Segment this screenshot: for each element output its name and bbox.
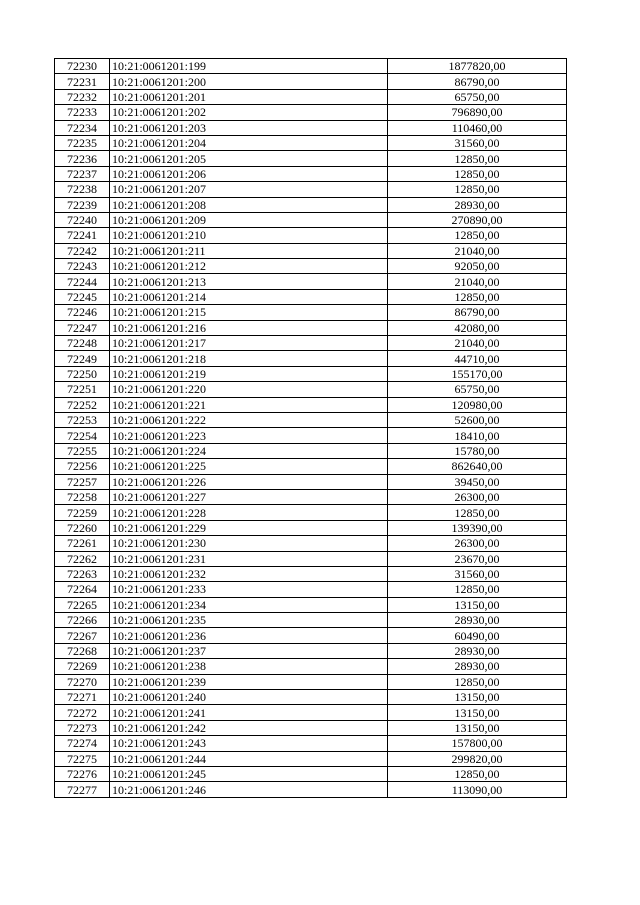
value-cell: 139390,00 xyxy=(388,520,567,535)
row-number-cell: 72277 xyxy=(55,782,110,797)
table-row xyxy=(55,212,567,227)
cadastral-number-cell: 10:21:0061201:235 xyxy=(110,613,388,628)
value-cell: 18410,00 xyxy=(388,428,567,443)
row-number-cell: 72276 xyxy=(55,766,110,781)
row-number-cell: 72270 xyxy=(55,674,110,689)
cadastral-number-cell: 10:21:0061201:200 xyxy=(110,74,388,89)
value-cell: 28930,00 xyxy=(388,613,567,628)
row-number-cell: 72239 xyxy=(55,197,110,212)
value-cell: 92050,00 xyxy=(388,259,567,274)
cadastral-number-cell: 10:21:0061201:215 xyxy=(110,305,388,320)
cadastral-number-cell: 10:21:0061201:242 xyxy=(110,720,388,735)
value-cell: 110460,00 xyxy=(388,120,567,135)
cadastral-number-cell: 10:21:0061201:244 xyxy=(110,751,388,766)
cadastral-number-cell: 10:21:0061201:201 xyxy=(110,89,388,104)
cadastral-number-cell: 10:21:0061201:206 xyxy=(110,166,388,181)
cadastral-number-cell: 10:21:0061201:226 xyxy=(110,474,388,489)
row-number-cell: 72269 xyxy=(55,659,110,674)
value-cell: 60490,00 xyxy=(388,628,567,643)
cadastral-number-cell: 10:21:0061201:229 xyxy=(110,520,388,535)
table-row xyxy=(55,397,567,412)
row-number-cell: 72246 xyxy=(55,305,110,320)
value-cell: 15780,00 xyxy=(388,443,567,458)
value-cell: 42080,00 xyxy=(388,320,567,335)
cadastral-number-cell: 10:21:0061201:230 xyxy=(110,536,388,551)
value-cell: 86790,00 xyxy=(388,74,567,89)
value-cell: 13150,00 xyxy=(388,720,567,735)
table-row xyxy=(55,751,567,766)
row-number-cell: 72255 xyxy=(55,443,110,458)
cadastral-number-cell: 10:21:0061201:240 xyxy=(110,690,388,705)
value-cell: 65750,00 xyxy=(388,89,567,104)
table-row xyxy=(55,659,567,674)
table-row xyxy=(55,428,567,443)
cadastral-number-cell: 10:21:0061201:209 xyxy=(110,212,388,227)
value-cell: 23670,00 xyxy=(388,551,567,566)
row-number-cell: 72263 xyxy=(55,566,110,581)
value-cell: 65750,00 xyxy=(388,382,567,397)
value-cell: 12850,00 xyxy=(388,228,567,243)
row-number-cell: 72248 xyxy=(55,336,110,351)
value-cell: 1877820,00 xyxy=(388,59,567,74)
table-row xyxy=(55,89,567,104)
table-row xyxy=(55,674,567,689)
cadastral-number-cell: 10:21:0061201:227 xyxy=(110,489,388,504)
table-row xyxy=(55,566,567,581)
cadastral-number-cell: 10:21:0061201:217 xyxy=(110,336,388,351)
cadastral-number-cell: 10:21:0061201:210 xyxy=(110,228,388,243)
table-row xyxy=(55,228,567,243)
table-row xyxy=(55,597,567,612)
row-number-cell: 72241 xyxy=(55,228,110,243)
table-row xyxy=(55,366,567,381)
cadastral-number-cell: 10:21:0061201:199 xyxy=(110,59,388,74)
cadastral-number-cell: 10:21:0061201:218 xyxy=(110,351,388,366)
value-cell: 12850,00 xyxy=(388,166,567,181)
cadastral-number-cell: 10:21:0061201:246 xyxy=(110,782,388,797)
cadastral-number-cell: 10:21:0061201:233 xyxy=(110,582,388,597)
cadastral-number-cell: 10:21:0061201:207 xyxy=(110,182,388,197)
row-number-cell: 72236 xyxy=(55,151,110,166)
table-row xyxy=(55,243,567,258)
row-number-cell: 72243 xyxy=(55,259,110,274)
cadastral-number-cell: 10:21:0061201:224 xyxy=(110,443,388,458)
table-row xyxy=(55,536,567,551)
row-number-cell: 72237 xyxy=(55,166,110,181)
value-cell: 86790,00 xyxy=(388,305,567,320)
value-cell: 113090,00 xyxy=(388,782,567,797)
cadastral-number-cell: 10:21:0061201:204 xyxy=(110,135,388,150)
table-row xyxy=(55,197,567,212)
table-row xyxy=(55,459,567,474)
table-row xyxy=(55,782,567,797)
value-cell: 12850,00 xyxy=(388,289,567,304)
table-row xyxy=(55,489,567,504)
table-row xyxy=(55,74,567,89)
table-body xyxy=(55,59,567,798)
row-number-cell: 72258 xyxy=(55,489,110,504)
table-row xyxy=(55,505,567,520)
value-cell: 13150,00 xyxy=(388,597,567,612)
cadastral-number-cell: 10:21:0061201:219 xyxy=(110,366,388,381)
row-number-cell: 72265 xyxy=(55,597,110,612)
value-cell: 12850,00 xyxy=(388,674,567,689)
table-row xyxy=(55,520,567,535)
cadastral-number-cell: 10:21:0061201:205 xyxy=(110,151,388,166)
value-cell: 299820,00 xyxy=(388,751,567,766)
cadastral-number-cell: 10:21:0061201:232 xyxy=(110,566,388,581)
row-number-cell: 72261 xyxy=(55,536,110,551)
value-cell: 120980,00 xyxy=(388,397,567,412)
cadastral-number-cell: 10:21:0061201:237 xyxy=(110,643,388,658)
cadastral-number-cell: 10:21:0061201:213 xyxy=(110,274,388,289)
value-cell: 44710,00 xyxy=(388,351,567,366)
table-row xyxy=(55,151,567,166)
table-row xyxy=(55,613,567,628)
table-row xyxy=(55,628,567,643)
row-number-cell: 72274 xyxy=(55,736,110,751)
row-number-cell: 72254 xyxy=(55,428,110,443)
table-row xyxy=(55,582,567,597)
cadastral-number-cell: 10:21:0061201:222 xyxy=(110,412,388,427)
row-number-cell: 72259 xyxy=(55,505,110,520)
value-cell: 796890,00 xyxy=(388,105,567,120)
table-row xyxy=(55,766,567,781)
table-row xyxy=(55,135,567,150)
table-row xyxy=(55,182,567,197)
row-number-cell: 72264 xyxy=(55,582,110,597)
table-row xyxy=(55,412,567,427)
row-number-cell: 72233 xyxy=(55,105,110,120)
row-number-cell: 72240 xyxy=(55,212,110,227)
row-number-cell: 72273 xyxy=(55,720,110,735)
cadastral-number-cell: 10:21:0061201:214 xyxy=(110,289,388,304)
value-cell: 28930,00 xyxy=(388,659,567,674)
table-row xyxy=(55,305,567,320)
value-cell: 12850,00 xyxy=(388,182,567,197)
row-number-cell: 72271 xyxy=(55,690,110,705)
row-number-cell: 72252 xyxy=(55,397,110,412)
table-row xyxy=(55,705,567,720)
value-cell: 26300,00 xyxy=(388,489,567,504)
value-cell: 31560,00 xyxy=(388,566,567,581)
value-cell: 13150,00 xyxy=(388,690,567,705)
table-row xyxy=(55,259,567,274)
table-row xyxy=(55,382,567,397)
row-number-cell: 72230 xyxy=(55,59,110,74)
row-number-cell: 72260 xyxy=(55,520,110,535)
table-row xyxy=(55,289,567,304)
table-row xyxy=(55,720,567,735)
cadastral-number-cell: 10:21:0061201:228 xyxy=(110,505,388,520)
cadastral-number-cell: 10:21:0061201:243 xyxy=(110,736,388,751)
value-cell: 155170,00 xyxy=(388,366,567,381)
cadastral-number-cell: 10:21:0061201:234 xyxy=(110,597,388,612)
value-cell: 26300,00 xyxy=(388,536,567,551)
value-cell: 862640,00 xyxy=(388,459,567,474)
cadastral-value-table xyxy=(54,58,567,798)
value-cell: 39450,00 xyxy=(388,474,567,489)
table-row xyxy=(55,320,567,335)
value-cell: 12850,00 xyxy=(388,151,567,166)
row-number-cell: 72232 xyxy=(55,89,110,104)
row-number-cell: 72234 xyxy=(55,120,110,135)
cadastral-number-cell: 10:21:0061201:202 xyxy=(110,105,388,120)
cadastral-number-cell: 10:21:0061201:239 xyxy=(110,674,388,689)
row-number-cell: 72262 xyxy=(55,551,110,566)
table-row xyxy=(55,443,567,458)
row-number-cell: 72231 xyxy=(55,74,110,89)
row-number-cell: 72245 xyxy=(55,289,110,304)
row-number-cell: 72247 xyxy=(55,320,110,335)
table-row xyxy=(55,643,567,658)
row-number-cell: 72256 xyxy=(55,459,110,474)
cadastral-number-cell: 10:21:0061201:216 xyxy=(110,320,388,335)
table-row xyxy=(55,351,567,366)
value-cell: 21040,00 xyxy=(388,274,567,289)
value-cell: 28930,00 xyxy=(388,197,567,212)
row-number-cell: 72253 xyxy=(55,412,110,427)
cadastral-number-cell: 10:21:0061201:211 xyxy=(110,243,388,258)
row-number-cell: 72242 xyxy=(55,243,110,258)
cadastral-number-cell: 10:21:0061201:225 xyxy=(110,459,388,474)
cadastral-number-cell: 10:21:0061201:223 xyxy=(110,428,388,443)
value-cell: 270890,00 xyxy=(388,212,567,227)
cadastral-number-cell: 10:21:0061201:203 xyxy=(110,120,388,135)
table-row xyxy=(55,690,567,705)
cadastral-number-cell: 10:21:0061201:221 xyxy=(110,397,388,412)
value-cell: 12850,00 xyxy=(388,505,567,520)
value-cell: 31560,00 xyxy=(388,135,567,150)
row-number-cell: 72244 xyxy=(55,274,110,289)
cadastral-number-cell: 10:21:0061201:231 xyxy=(110,551,388,566)
row-number-cell: 72275 xyxy=(55,751,110,766)
row-number-cell: 72249 xyxy=(55,351,110,366)
row-number-cell: 72235 xyxy=(55,135,110,150)
row-number-cell: 72257 xyxy=(55,474,110,489)
value-cell: 13150,00 xyxy=(388,705,567,720)
cadastral-number-cell: 10:21:0061201:241 xyxy=(110,705,388,720)
value-cell: 28930,00 xyxy=(388,643,567,658)
table-row xyxy=(55,105,567,120)
row-number-cell: 72250 xyxy=(55,366,110,381)
row-number-cell: 72268 xyxy=(55,643,110,658)
row-number-cell: 72251 xyxy=(55,382,110,397)
cadastral-number-cell: 10:21:0061201:245 xyxy=(110,766,388,781)
table-row xyxy=(55,166,567,181)
value-cell: 21040,00 xyxy=(388,336,567,351)
cadastral-number-cell: 10:21:0061201:236 xyxy=(110,628,388,643)
value-cell: 12850,00 xyxy=(388,582,567,597)
table-row xyxy=(55,474,567,489)
value-cell: 52600,00 xyxy=(388,412,567,427)
table-row xyxy=(55,736,567,751)
row-number-cell: 72272 xyxy=(55,705,110,720)
value-cell: 12850,00 xyxy=(388,766,567,781)
table-row xyxy=(55,551,567,566)
table-row xyxy=(55,274,567,289)
table-row xyxy=(55,59,567,74)
cadastral-number-cell: 10:21:0061201:220 xyxy=(110,382,388,397)
cadastral-number-cell: 10:21:0061201:208 xyxy=(110,197,388,212)
table-row xyxy=(55,120,567,135)
row-number-cell: 72266 xyxy=(55,613,110,628)
row-number-cell: 72267 xyxy=(55,628,110,643)
cadastral-number-cell: 10:21:0061201:212 xyxy=(110,259,388,274)
table-row xyxy=(55,336,567,351)
value-cell: 21040,00 xyxy=(388,243,567,258)
cadastral-number-cell: 10:21:0061201:238 xyxy=(110,659,388,674)
row-number-cell: 72238 xyxy=(55,182,110,197)
value-cell: 157800,00 xyxy=(388,736,567,751)
